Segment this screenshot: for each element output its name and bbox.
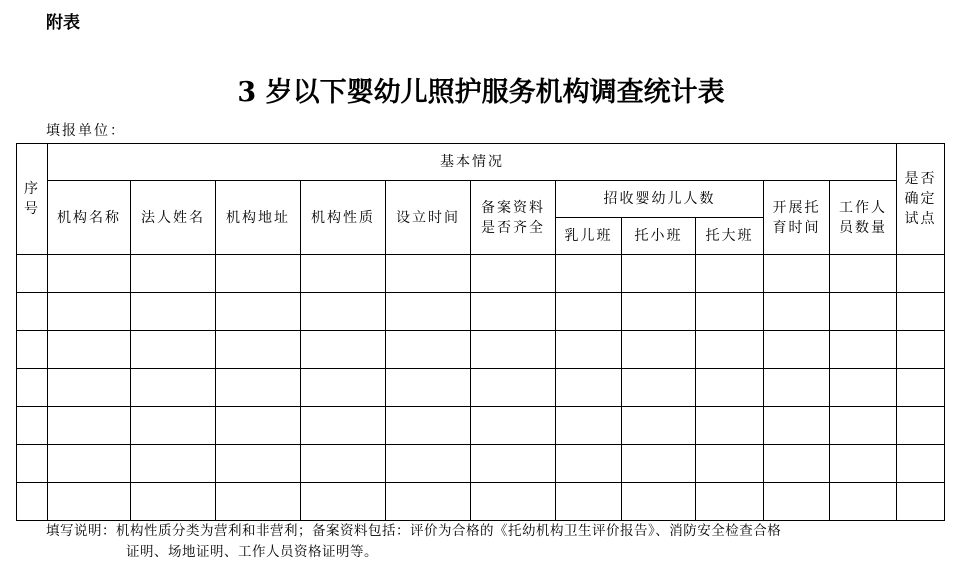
table-cell	[131, 483, 216, 521]
col-established-header: 设立时间	[386, 181, 471, 255]
table-cell	[897, 255, 945, 293]
table-cell	[556, 331, 622, 369]
table-cell	[386, 445, 471, 483]
table-cell	[622, 445, 696, 483]
table-cell	[622, 369, 696, 407]
table-cell	[696, 369, 764, 407]
table-row	[17, 445, 945, 483]
table-cell	[764, 255, 830, 293]
table-cell	[556, 445, 622, 483]
table-cell	[764, 369, 830, 407]
table-cell	[556, 483, 622, 521]
col-staff-line: 员数量	[839, 219, 888, 236]
table-cell	[897, 369, 945, 407]
table-cell	[622, 293, 696, 331]
col-pilot-line: 确定	[904, 191, 937, 207]
table-body	[17, 255, 945, 521]
table-cell	[471, 483, 556, 521]
table-cell	[216, 445, 301, 483]
col-staff-line: 工作人	[839, 199, 888, 216]
table-cell	[216, 483, 301, 521]
table-cell	[301, 293, 386, 331]
table-cell	[764, 483, 830, 521]
table-cell	[897, 407, 945, 445]
table-cell	[48, 483, 131, 521]
col-pilot-header	[897, 144, 945, 255]
table-cell	[131, 407, 216, 445]
table-row	[17, 293, 945, 331]
table-cell	[131, 255, 216, 293]
table-cell	[48, 407, 131, 445]
table-cell	[216, 293, 301, 331]
table-row	[17, 483, 945, 521]
table-cell	[622, 483, 696, 521]
table-cell	[386, 407, 471, 445]
col-pilot-line: 试点	[904, 211, 937, 227]
table-cell	[386, 483, 471, 521]
table-cell	[471, 369, 556, 407]
table-cell	[131, 445, 216, 483]
table-cell	[301, 331, 386, 369]
table-cell	[386, 369, 471, 407]
table-cell	[696, 483, 764, 521]
col-serial-header	[17, 144, 48, 255]
table-cell	[830, 293, 897, 331]
table-cell	[696, 331, 764, 369]
table-cell	[830, 369, 897, 407]
table-cell	[17, 483, 48, 521]
group-basic-header: 基本情况	[48, 144, 897, 181]
table-row	[17, 255, 945, 293]
table-row	[17, 331, 945, 369]
table-cell	[622, 331, 696, 369]
table-cell	[301, 445, 386, 483]
table-cell	[471, 445, 556, 483]
table-cell	[696, 255, 764, 293]
table-row	[17, 407, 945, 445]
col-pilot-line: 是否	[904, 171, 937, 187]
filling-unit-label: 填报单位：	[46, 123, 126, 139]
table-cell	[622, 407, 696, 445]
table-cell	[17, 369, 48, 407]
note-line: 填写说明：机构性质分类为营利和非营利；备案资料包括：评价为合格的《托幼机构卫生评价报告》、消防安全检查合格	[46, 523, 782, 539]
table-cell	[897, 445, 945, 483]
table-cell	[471, 255, 556, 293]
col-serial-line: 序	[24, 181, 40, 197]
table-cell	[48, 255, 131, 293]
table-cell	[17, 407, 48, 445]
table-cell	[764, 407, 830, 445]
table-cell	[131, 331, 216, 369]
group-enrollment-header: 招收婴幼儿人数	[556, 181, 764, 218]
table-cell	[386, 255, 471, 293]
table-row	[17, 369, 945, 407]
table-cell	[216, 407, 301, 445]
table-cell	[471, 331, 556, 369]
table-cell	[301, 407, 386, 445]
table-cell	[897, 483, 945, 521]
table-cell	[48, 331, 131, 369]
table-cell	[48, 445, 131, 483]
col-address-header: 机构地址	[216, 181, 301, 255]
table-cell	[830, 407, 897, 445]
note-line: 证明、场地证明、工作人员资格证明等。	[126, 544, 378, 560]
survey-table	[16, 143, 945, 521]
table-cell	[216, 369, 301, 407]
table-cell	[471, 293, 556, 331]
table-cell	[830, 255, 897, 293]
table-cell	[696, 293, 764, 331]
table-cell	[301, 369, 386, 407]
table-cell	[216, 331, 301, 369]
sub-toddler-header: 托小班	[622, 218, 696, 255]
col-name-header: 机构名称	[48, 181, 131, 255]
table-cell	[386, 331, 471, 369]
table-cell	[897, 331, 945, 369]
sub-older-header: 托大班	[696, 218, 764, 255]
table-cell	[471, 407, 556, 445]
col-records-line: 是否齐全	[481, 219, 545, 236]
table-cell	[764, 331, 830, 369]
table-cell	[764, 445, 830, 483]
table-cell	[556, 293, 622, 331]
table-cell	[622, 255, 696, 293]
table-cell	[48, 293, 131, 331]
table-cell	[386, 293, 471, 331]
table-cell	[131, 293, 216, 331]
table-cell	[830, 483, 897, 521]
sub-infant-header: 乳儿班	[556, 218, 622, 255]
table-cell	[830, 445, 897, 483]
page-title: 3 岁以下婴幼儿照护服务机构调查统计表	[237, 77, 725, 108]
table-cell	[301, 483, 386, 521]
table-cell	[556, 255, 622, 293]
table-cell	[301, 255, 386, 293]
table-cell	[17, 445, 48, 483]
col-records-header	[471, 181, 556, 255]
col-start-line: 开展托	[772, 199, 821, 216]
table-cell	[696, 445, 764, 483]
col-legal-header: 法人姓名	[131, 181, 216, 255]
table-cell	[764, 293, 830, 331]
col-staff-header	[830, 181, 897, 255]
table-cell	[131, 369, 216, 407]
filling-instructions	[46, 521, 781, 563]
table-cell	[556, 369, 622, 407]
table-cell	[216, 255, 301, 293]
table-cell	[17, 293, 48, 331]
table-cell	[17, 331, 48, 369]
attachment-label: 附表	[46, 13, 80, 33]
col-records-line: 备案资料	[481, 199, 545, 216]
table-cell	[696, 407, 764, 445]
table-cell	[556, 407, 622, 445]
table-cell	[17, 255, 48, 293]
table-cell	[830, 331, 897, 369]
col-nature-header: 机构性质	[301, 181, 386, 255]
col-serial-line: 号	[24, 201, 40, 217]
table-cell	[48, 369, 131, 407]
table-cell	[897, 293, 945, 331]
col-start-line: 育时间	[772, 219, 821, 236]
col-start-header	[764, 181, 830, 255]
